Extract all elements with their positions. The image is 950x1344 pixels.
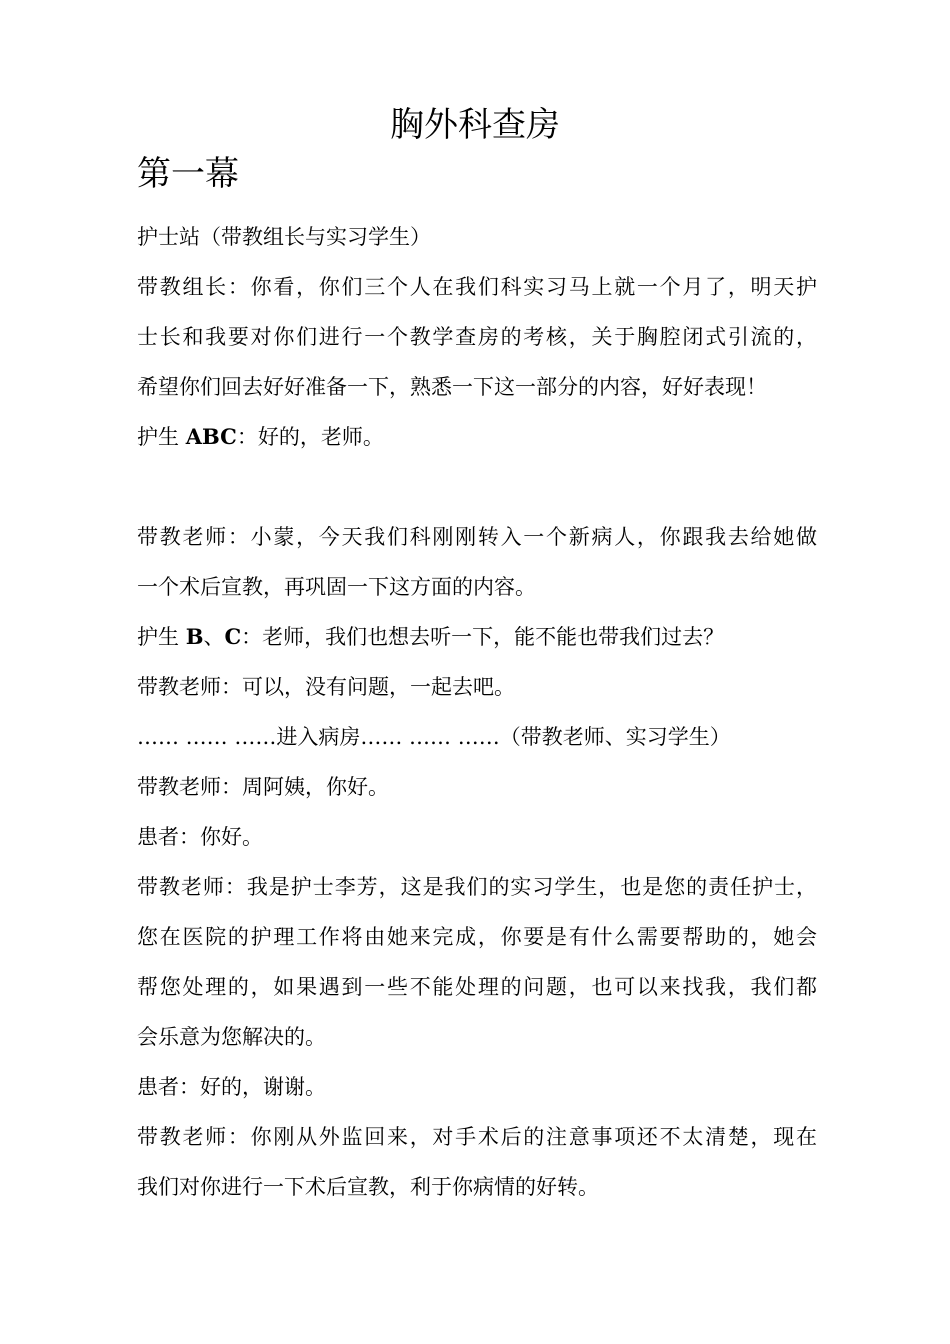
dialogue-line: 我们对你进行一下术后宣教，利于你病情的好转。	[137, 1175, 599, 1199]
speaker-code-c: C	[224, 624, 242, 649]
document-title: 胸外科查房	[390, 105, 560, 145]
dialogue-line: 带教组长：你看，你们三个人在我们科实习马上就一个月了，明天护	[137, 275, 817, 299]
speaker-code: ABC	[185, 424, 237, 449]
dialogue-line: 患者：好的，谢谢。	[137, 1075, 326, 1099]
dialogue-reply-abc	[137, 412, 817, 462]
dialogue-line: 带教老师：周阿姨，你好。	[137, 775, 389, 799]
dialogue-line: 希望你们回去好好准备一下，熟悉一下这一部分的内容，好好表现！	[137, 375, 767, 399]
scene-location: 护士站（带教组长与实习学生）	[137, 225, 431, 249]
dialogue-line: 会乐意为您解决的。	[137, 1025, 326, 1049]
speaker-code-b: B	[185, 624, 204, 649]
dialogue-line: 您在医院的护理工作将由她来完成，你要是有什么需要帮助的，她会	[137, 925, 817, 949]
blank-line	[137, 462, 817, 512]
dialogue-line: 士长和我要对你们进行一个教学查房的考核，关于胸腔闭式引流的，	[137, 325, 817, 349]
dialogue-line: 帮您处理的，如果遇到一些不能处理的问题，也可以来找我，我们都	[137, 975, 817, 999]
dialogue-reply-bc	[137, 612, 817, 662]
stage-direction: …… …… ……进入病房…… …… ……（带教老师、实习学生）	[137, 725, 731, 749]
dialogue-line: 一个术后宣教，再巩固一下这方面的内容。	[137, 575, 536, 599]
dialogue-line: 患者：你好。	[137, 825, 263, 849]
act-heading: 第一幕	[137, 154, 239, 194]
speaker-prefix: 护生	[137, 425, 186, 449]
reply-text: ：好的，老师。	[236, 425, 384, 449]
dialogue-line: 带教老师：小蒙，今天我们科刚刚转入一个新病人，你跟我去给她做	[137, 525, 817, 549]
dialogue-line: 带教老师：我是护士李芳，这是我们的实习学生，也是您的责任护士，	[137, 875, 817, 899]
reply-text: ：老师，我们也想去听一下，能不能也带我们过去？	[241, 625, 725, 649]
script-body	[137, 212, 817, 1212]
dialogue-line: 带教老师：可以，没有问题，一起去吧。	[137, 675, 515, 699]
speaker-separator: 、	[203, 625, 225, 649]
dialogue-line: 带教老师：你刚从外监回来，对手术后的注意事项还不太清楚，现在	[137, 1125, 817, 1149]
speaker-prefix: 护生	[137, 625, 186, 649]
